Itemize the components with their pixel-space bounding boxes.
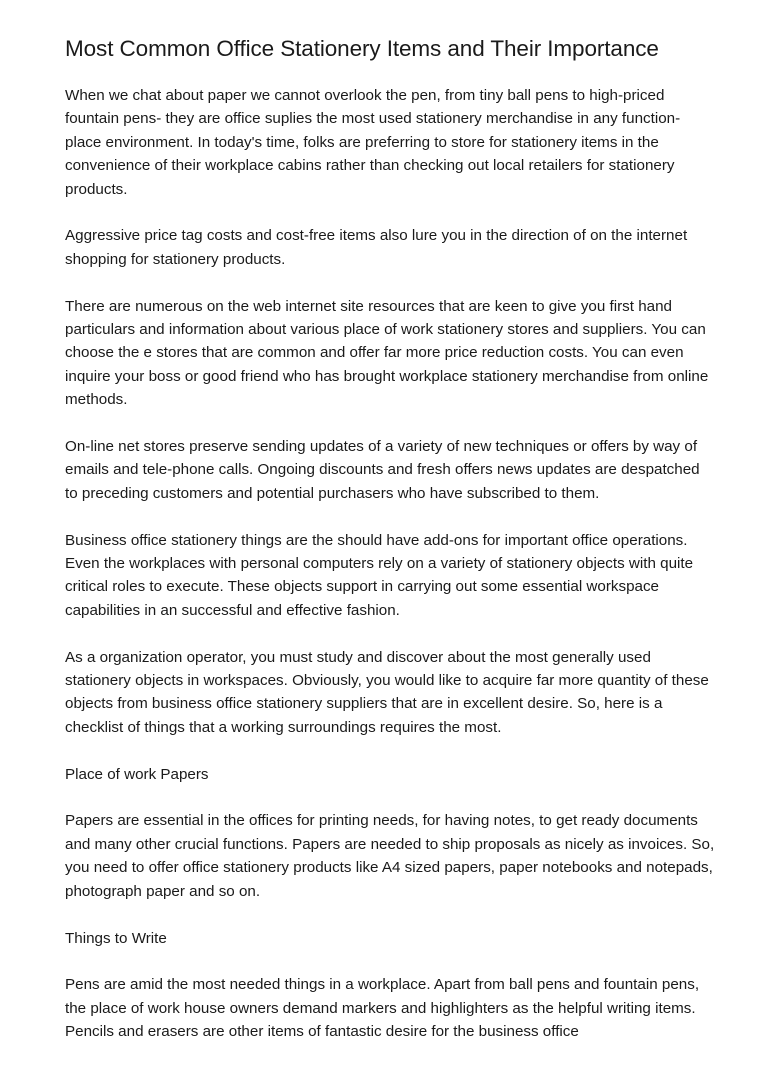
page-title: Most Common Office Stationery Items and Their Importance bbox=[65, 36, 659, 61]
paragraph-pricing: Aggressive price tag costs and cost-free items also lure you in the direction of on the internet shopping for stationery products. bbox=[65, 227, 688, 268]
section-text-papers: Papers are essential in the offices for printing needs, for having notes, to get ready documents and many other crucial functions. Papers are needed to ship proposals as nicely as invoices. So, you need to offer office stationery products like A4 sized papers, paper notebooks and notepads, photograph paper and so on. bbox=[65, 812, 715, 900]
section-heading-papers: Place of work Papers bbox=[65, 765, 209, 783]
section-heading-write: Things to Write bbox=[65, 929, 167, 947]
paragraph-updates: On-line net stores preserve sending updates of a variety of new techniques or offers by way of emails and tele-phone calls. Ongoing discounts and fresh offers news updates are despatched to preceding customers and potential purchasers who have subscribed to them. bbox=[65, 438, 700, 502]
paragraph-resources: There are numerous on the web internet site resources that are keen to give you first hand particulars and information about various place of work stationery stores and suppliers. You can choose the e stores that are common and offer far more price reduction costs. You can even inquire your boss or good friend who has brought workplace stationery merchandise from online methods. bbox=[65, 297, 709, 409]
document-page bbox=[65, 34, 715, 1067]
paragraph-operator: As a organization operator, you must study and discover about the most generally used stationery objects in workspaces. Obviously, you would like to acquire far more quantity of these objects from business office stationery suppliers that are in excellent desire. So, here is a checklist of things that a working surroundings requires the most. bbox=[65, 648, 709, 736]
section-text-write: Pens are amid the most needed things in a workplace. Apart from ball pens and fountain pens, the place of work house owners demand markers and highlighters as the helpful writing items. Pencils and erasers are other items of fantastic desire for the business office bbox=[65, 976, 700, 1041]
paragraph-intro: When we chat about paper we cannot overlook the pen, from tiny ball pens to high-priced fountain pens- they are office suplies the most used stationery merchandise in any function-place environment. In today's time, folks are preferring to store for stationery items in the convenience of their workplace cabins rather than checking out local retailers for stationery products. bbox=[65, 87, 681, 198]
paragraph-business: Business office stationery things are the should have add-ons for important office operations. Even the workplaces with personal computers rely on a variety of stationery objects with quite critical roles to execute. These objects support in carrying out some essential workspace capabilities in an successful and effective fashion. bbox=[65, 531, 694, 619]
